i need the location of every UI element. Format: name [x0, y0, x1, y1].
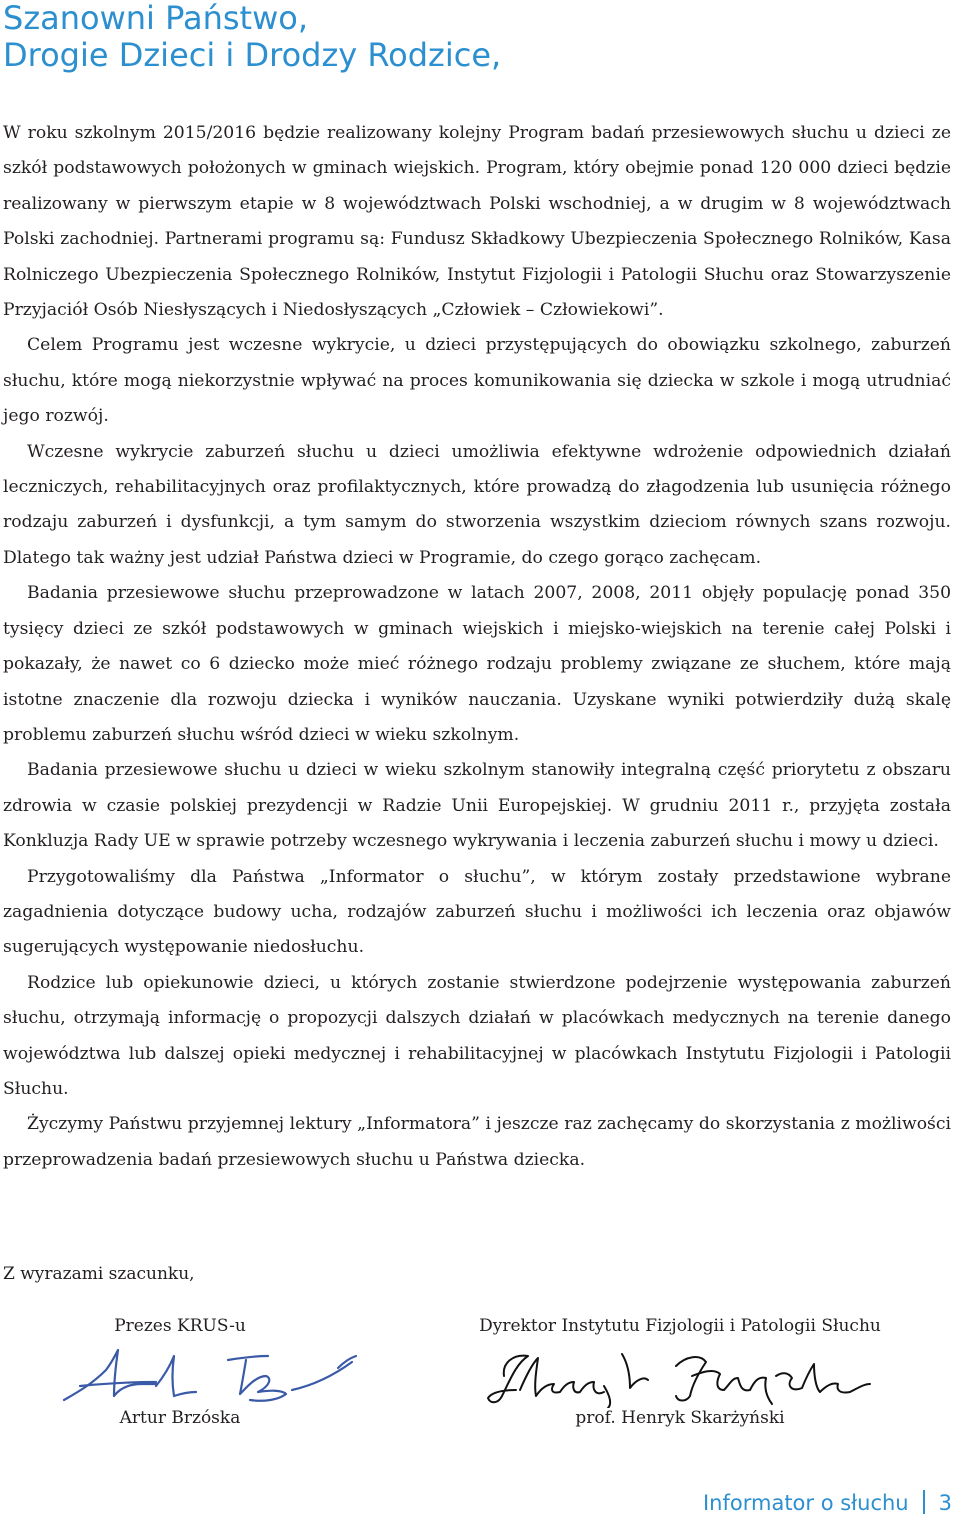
footer-title: Informator o słuchu	[702, 1491, 909, 1515]
heading-line-2: Drogie Dzieci i Drodzy Rodzice,	[3, 36, 502, 74]
paragraph-1: W roku szkolnym 2015/2016 będzie realizowany kolejny Program badań przesiewowych słuchu u dzieci ze szkół podstawowych położonych w gminach wiejskich. Program, który obejmie ponad 120 000 dzieci będzie realizowany w pierwszym etapie w 8 województwach Polski wschodniej, a w drugim w 8 województwach Polski zachodniej. Partnerami programu są: Fundusz Składkowy Ubezpieczenia Społecznego Rolników, Kasa Rolniczego Ubezpieczenia Społecznego Rolników, Instytut Fizjologii i Patologii Słuchu oraz Stowarzyszenie Przyjaciół Osób Niesłyszących i Niedosłyszących „Człowiek – Człowiekowi”.	[3, 123, 951, 321]
handwritten-signature-brzoska	[60, 1346, 360, 1408]
signatory-name: Artur Brzóska	[119, 1408, 241, 1428]
signatory-role: Prezes KRUS-u	[114, 1316, 246, 1336]
signature-block-ifps	[470, 1316, 890, 1428]
paragraph-2: Celem Programu jest wczesne wykrycie, u dzieci przystępujących do obowiązku szkolnego, zaburzeń słuchu, które mogą niekorzystnie wpływać na proces komunikowania się dziecka w szkole i mogą utrudniać jego rozwój.	[3, 335, 951, 427]
footer-divider	[923, 1490, 925, 1514]
paragraph-8: Życzymy Państwu przyjemnej lektury „Informatora” i jeszcze raz zachęcamy do skorzystania z możliwości przeprowadzenia badań przesiewowych słuchu u Państwa dziecka.	[3, 1114, 951, 1170]
handwritten-signature-skarzynski	[480, 1346, 880, 1408]
paragraph-3: Wczesne wykrycie zaburzeń słuchu u dzieci umożliwia efektywne wdrożenie odpowiednich działań leczniczych, rehabilitacyjnych oraz profilaktycznych, które prowadzą do złagodzenia lub usunięcia różnego rodzaju zaburzeń i dysfunkcji, a tym samym do stworzenia wszystkim dzieciom równych szans rozwoju. Dlatego tak ważny jest udział Państwa dzieci w Programie, do czego gorąco zachęcam.	[3, 441, 951, 568]
closing-salutation: Z wyrazami szacunku,	[3, 1264, 195, 1284]
paragraph-7: Rodzice lub opiekunowie dzieci, u których zostanie stwierdzone podejrzenie występowania zaburzeń słuchu, otrzymają informację o propozycji dalszych działań w placówkach medycznych na terenie danego województwa lub dalszej opieki medycznej i rehabilitacyjnej w placówkach Instytutu Fizjologii i Patologii Słuchu.	[3, 972, 951, 1099]
paragraph-5: Badania przesiewowe słuchu u dzieci w wieku szkolnym stanowiły integralną część priorytetu z obszaru zdrowia w czasie polskiej prezydencji w Radzie Unii Europejskiej. W grudniu 2011 r., przyjęta została Konkluzja Rady UE w sprawie potrzeby wczesnego wykrywania i leczenia zaburzeń słuchu i mowy u dzieci.	[3, 760, 951, 852]
letter-heading	[3, 0, 903, 74]
signatory-name: prof. Henryk Skarżyński	[575, 1408, 785, 1428]
paragraph-4: Badania przesiewowe słuchu przeprowadzone w latach 2007, 2008, 2011 objęły populację ponad 350 tysięcy dzieci ze szkół podstawowych w gminach wiejskich i miejsko-wiejskich na terenie całej Polski i pokazały, że nawet co 6 dziecko może mieć różnego rodzaju problemy związane ze słuchem, które mają istotne znaczenie dla rozwoju dziecka i wyników nauczania. Uzyskane wyniki potwierdziły dużą skalę problemu zaburzeń słuchu wśród dzieci w wieku szkolnym.	[3, 583, 951, 745]
heading-line-1: Szanowni Państwo,	[3, 0, 308, 37]
page-footer	[703, 1490, 952, 1515]
signatory-role: Dyrektor Instytutu Fizjologii i Patologii Słuchu	[479, 1316, 881, 1336]
letter-body	[3, 116, 951, 1178]
paragraph-6: Przygotowaliśmy dla Państwa „Informator o słuchu”, w którym zostały przedstawione wybrane zagadnienia dotyczące budowy ucha, rodzajów zaburzeń słuchu i możliwości ich leczenia oraz objawów sugerujących występowanie niedosłuchu.	[3, 866, 951, 958]
page-number: 3	[938, 1491, 952, 1515]
signature-block-krus	[60, 1316, 300, 1428]
